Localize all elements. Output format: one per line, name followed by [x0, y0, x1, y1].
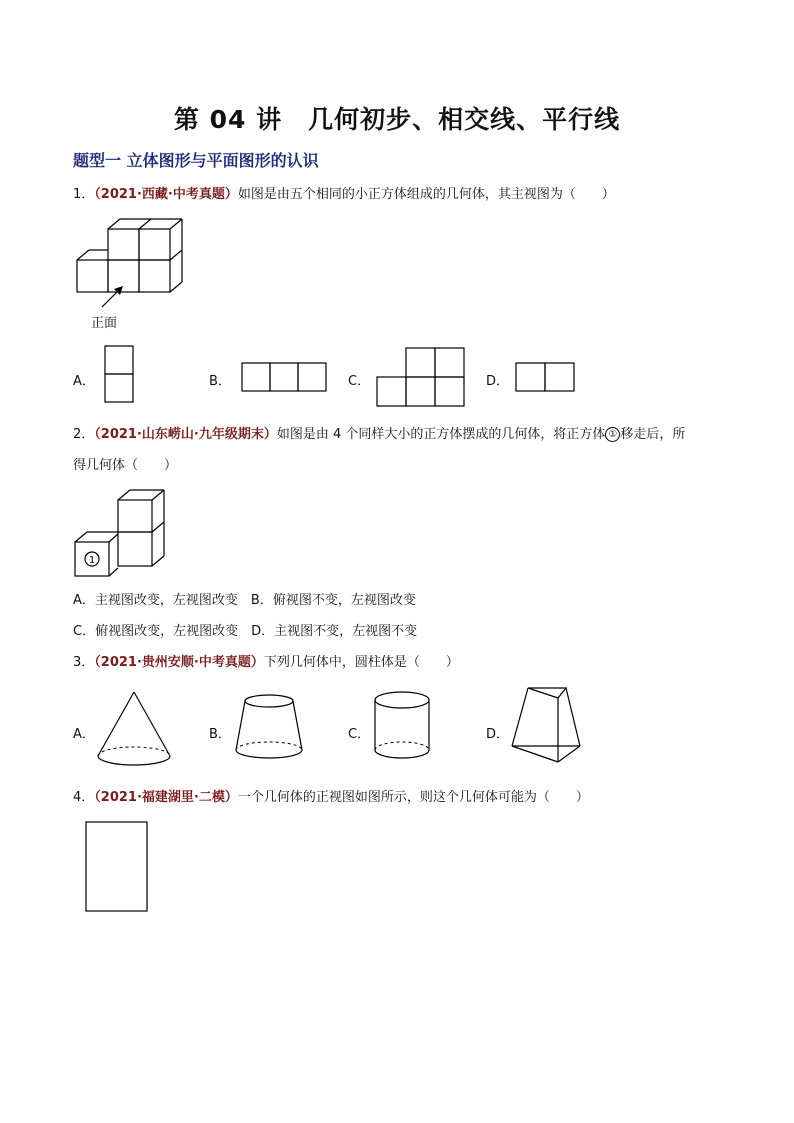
- q3-option-c-label: C．: [348, 727, 371, 742]
- cube-label: 1: [88, 555, 96, 566]
- question-4: [73, 790, 589, 806]
- q3-option-d-prism-figure[interactable]: [510, 686, 586, 768]
- q1-option-c-label: C．: [348, 374, 371, 389]
- question-3: [73, 655, 459, 671]
- question-number: 2．: [73, 427, 95, 442]
- q2-option-a[interactable]: A．主视图改变，左视图改变: [73, 593, 238, 608]
- q2-option-b[interactable]: B．俯视图不变，左视图改变: [250, 593, 416, 608]
- question-2: [73, 427, 685, 443]
- q1-option-a-figure[interactable]: [105, 345, 135, 405]
- question-text-cont: 移走后，所: [620, 427, 686, 442]
- question-text: 如图是由 4 个同样大小的正方体摆成的几何体，将正方体: [276, 427, 606, 442]
- front-label: 正面: [91, 316, 118, 331]
- question-number: 3．: [73, 655, 95, 670]
- question-number: 4．: [73, 790, 95, 805]
- question-source: （2021·福建湖里·二模）: [94, 790, 238, 805]
- q3-option-a-label: A．: [73, 727, 95, 742]
- q2-option-c[interactable]: C．俯视图改变，左视图改变: [73, 624, 239, 639]
- question-number: 1．: [73, 187, 95, 202]
- q4-front-view-rectangle: [85, 821, 151, 915]
- q3-option-d-label: D．: [486, 727, 510, 742]
- q2-options-row1: [73, 593, 416, 609]
- q2-options-row2: [73, 624, 417, 640]
- page-title: 第 04 讲 几何初步、相交线、平行线: [173, 105, 621, 134]
- q1-option-a-label: A．: [73, 374, 95, 389]
- q1-option-d-figure[interactable]: [515, 362, 577, 394]
- q1-option-c-figure[interactable]: [376, 347, 468, 409]
- question-source: （2021·西藏·中考真题）: [94, 187, 238, 202]
- question-text: 下列几何体中，圆柱体是（ ）: [263, 655, 459, 670]
- question-2-line2: 得几何体（ ）: [73, 458, 178, 473]
- section-heading: 题型一 立体图形与平面图形的认识: [73, 151, 319, 170]
- q3-option-b-frustum-figure[interactable]: [232, 692, 308, 764]
- question-source: （2021·贵州安顺·中考真题）: [94, 655, 264, 670]
- question-text: 一个几何体的正视图如图所示，则这个几何体可能为（ ）: [237, 790, 589, 805]
- q3-option-a-cone-figure[interactable]: [94, 690, 176, 770]
- q1-option-d-label: D．: [486, 374, 510, 389]
- q2-option-d[interactable]: D．主视图不变，左视图不变: [251, 624, 418, 639]
- q1-option-b-figure[interactable]: [241, 362, 331, 394]
- q1-option-b-label: B．: [209, 374, 231, 389]
- question-source: （2021·山东崂山·九年级期末）: [94, 427, 277, 442]
- question-text: 如图是由五个相同的小正方体组成的几何体，其主视图为（ ）: [237, 187, 615, 202]
- question-1: [73, 187, 615, 203]
- q3-option-c-cylinder-figure[interactable]: [372, 690, 434, 766]
- q1-cube-figure: [70, 215, 190, 325]
- q3-option-b-label: B．: [209, 727, 231, 742]
- q2-cube-figure: [72, 488, 167, 580]
- circled-one-icon: ①: [605, 427, 620, 442]
